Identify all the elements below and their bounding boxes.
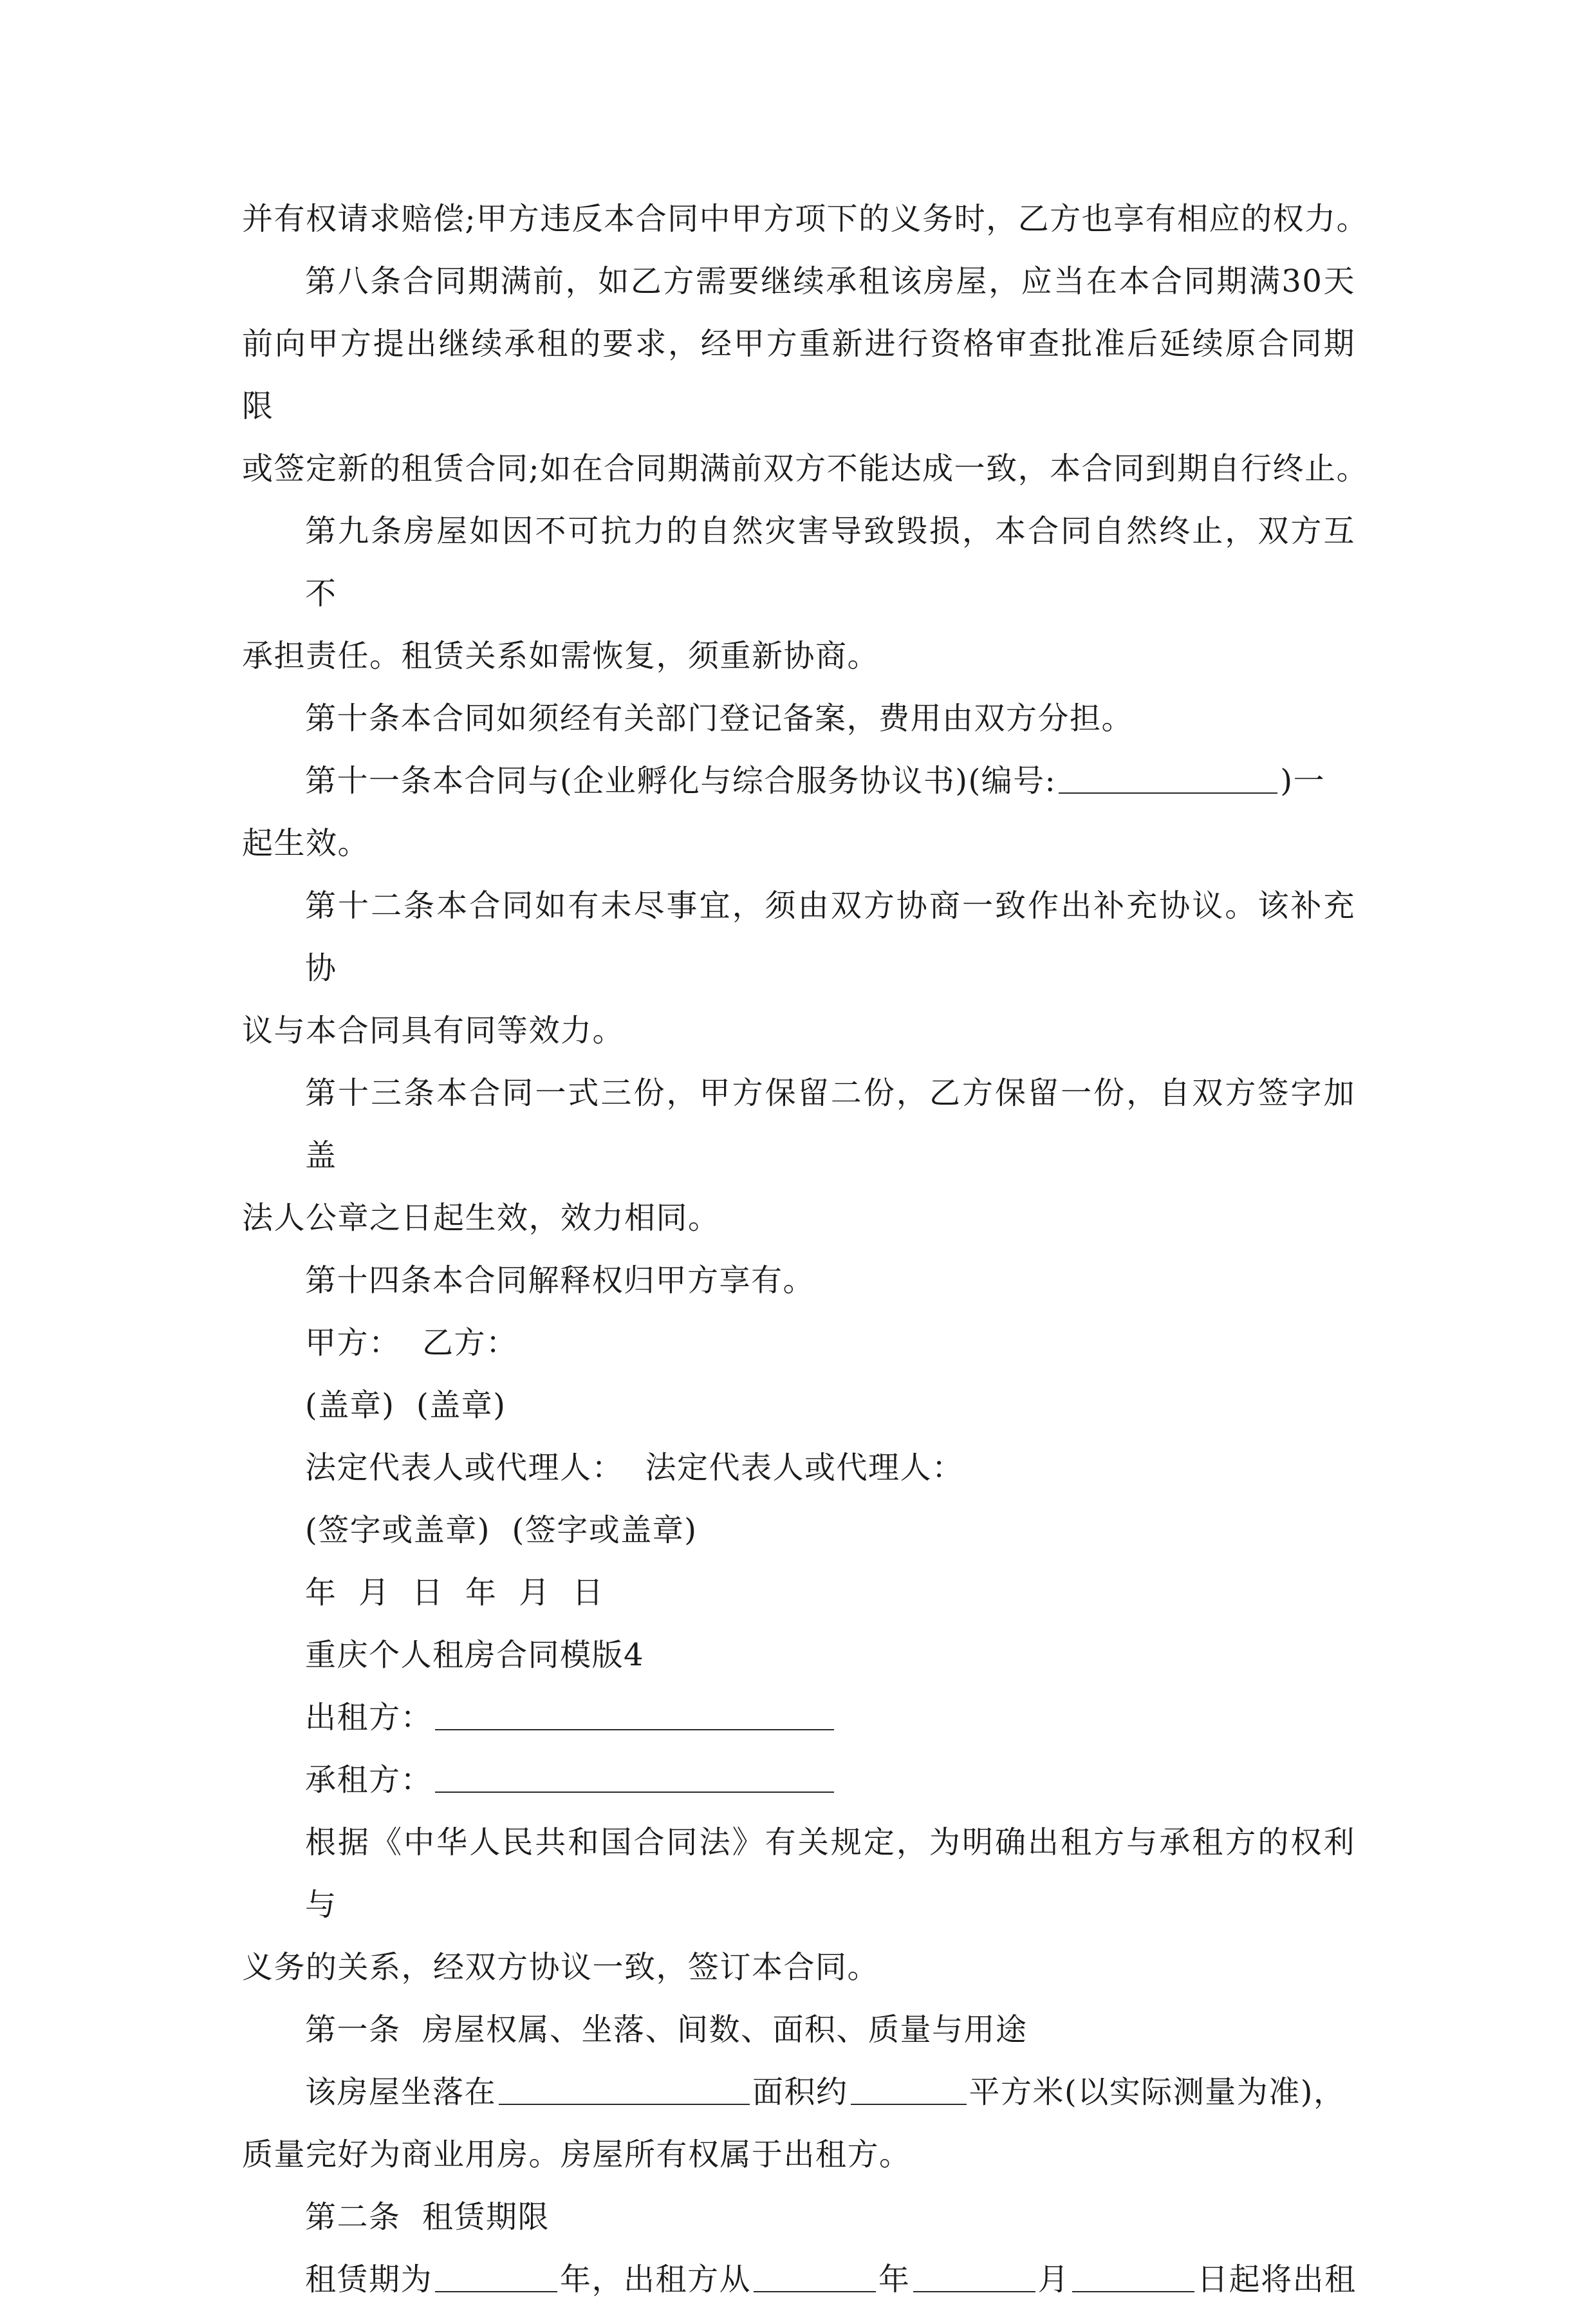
- lessee-label: 承租方：: [305, 1762, 433, 1798]
- paragraph-line: 前向甲方提出继续承租的要求，经甲方重新进行资格审查批准后延续原合同期限: [242, 326, 1355, 424]
- article-2-heading: 第二条 租赁期限: [305, 2199, 550, 2235]
- seal-labels: (盖章) (盖章): [305, 1387, 506, 1423]
- lessor-line: [242, 1687, 1355, 1749]
- start-year-field[interactable]: [754, 2265, 876, 2292]
- lease-term-label: 租赁期为: [305, 2261, 433, 2297]
- paragraph-line: 法人公章之日起生效，效力相同。: [242, 1200, 720, 1236]
- preamble-line-1: 根据《中华人民共和国合同法》有关规定，为明确出租方与承租方的权利与: [305, 1824, 1355, 1923]
- lessor-field[interactable]: [435, 1703, 834, 1730]
- document-page: [242, 188, 1369, 2311]
- clause-8: [242, 250, 1355, 313]
- clause-10: 第十条本合同如须经有关部门登记备案，费用由双方分担。: [305, 700, 1134, 736]
- paragraph-line: 或签定新的租赁合同;如在合同期满前双方不能达成一致，本合同到期自行终止。: [242, 451, 1369, 487]
- area-unit: 平方米(以实际测量为准)，: [969, 2074, 1346, 2110]
- agreement-number-field[interactable]: [1059, 767, 1277, 794]
- day-label: 日起将出租: [1197, 2261, 1357, 2297]
- representative-labels: 法定代表人或代理人： 法定代表人或代理人：: [305, 1450, 964, 1486]
- paragraph-line: 并有权请求赔偿;甲方违反本合同中甲方项下的义务时，乙方也享有相应的权力。: [242, 201, 1369, 237]
- lease-years-field[interactable]: [435, 2265, 557, 2292]
- clause-11-line-1: [242, 750, 1355, 812]
- area-label: 面积约: [752, 2074, 848, 2110]
- paragraph-line: 起生效。: [242, 825, 370, 861]
- clause-9-line-1: 第九条房屋如因不可抗力的自然灾害导致毁损，本合同自然终止，双方互不: [305, 513, 1355, 612]
- start-day-field[interactable]: [1072, 2265, 1194, 2292]
- clause-14: 第十四条本合同解释权归甲方享有。: [305, 1262, 815, 1298]
- start-month-field[interactable]: [913, 2265, 1035, 2292]
- month-label: 月: [1037, 2261, 1070, 2297]
- signature-labels: (签字或盖章) (签字或盖章): [305, 1512, 698, 1548]
- paragraph-line: 质量完好为商业用房。房屋所有权属于出租方。: [242, 2137, 911, 2173]
- location-field[interactable]: [499, 2078, 750, 2105]
- lessor-label: 出租方：: [305, 1699, 433, 1736]
- article-1-heading: 第一条 房屋权属、坐落、间数、面积、质量与用途: [305, 2012, 1028, 2048]
- date-labels: 年 月 日 年 月 日: [305, 1575, 604, 1611]
- document-title: 重庆个人租房合同模版4: [305, 1637, 645, 1673]
- clause-13-line-1: 第十三条本合同一式三份，甲方保留二份，乙方保留一份，自双方签字加盖: [305, 1075, 1355, 1174]
- lessee-line: [242, 1749, 1355, 1811]
- party-labels: 甲方： 乙方：: [305, 1325, 518, 1361]
- clause-8-line-1: 第八条合同期满前，如乙方需要继续承租该房屋，应当在本合同期满30天: [305, 263, 1355, 299]
- clause-12-line-1: 第十二条本合同如有未尽事宜，须由双方协商一致作出补充协议。该补充协: [305, 888, 1355, 986]
- lease-from-label: 年，出租方从: [560, 2261, 752, 2297]
- clause-11-text: 第十一条本合同与(企业孵化与综合服务协议书)(编号:: [305, 763, 1057, 799]
- paragraph-line: 议与本合同具有同等效力。: [242, 1013, 625, 1049]
- lessee-field[interactable]: [435, 1766, 834, 1793]
- paragraph-line: 义务的关系，经双方协议一致，签订本合同。: [242, 1949, 880, 1985]
- location-label: 该房屋坐落在: [305, 2074, 497, 2110]
- area-field[interactable]: [851, 2078, 967, 2105]
- paragraph-line: 承担责任。租赁关系如需恢复，须重新协商。: [242, 638, 880, 674]
- property-location-line: [242, 2061, 1355, 2124]
- clause-11-tail: )一: [1280, 763, 1326, 799]
- year-label: 年: [878, 2261, 911, 2297]
